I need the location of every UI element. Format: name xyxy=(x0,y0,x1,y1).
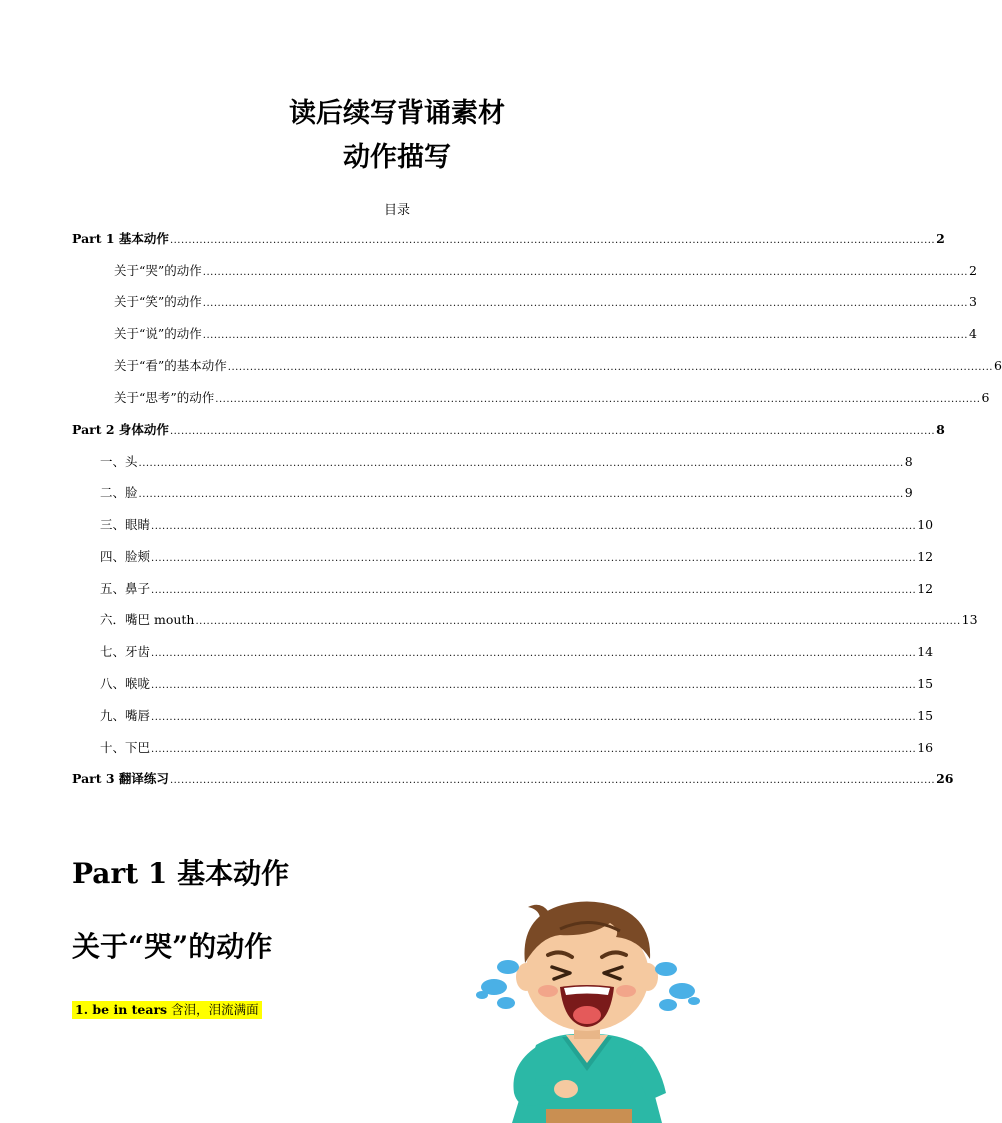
toc-entry-teeth[interactable]: 七、牙齿 ................................................................................................................................................................................................................ 14 xyxy=(100,644,934,659)
toc-entry-page: 16 xyxy=(917,740,934,755)
toc-entry-page: 15 xyxy=(917,676,934,691)
toc-entry-page: 6 xyxy=(981,390,990,405)
toc-entry-look[interactable]: 关于“看”的基本动作 ................................................................................................................................................................................................................ 6 xyxy=(114,358,1002,373)
toc-entry-label: 关于“哭”的动作 xyxy=(114,263,202,278)
toc-entry-page: 26 xyxy=(936,771,954,786)
toc-entry-label: 四、脸颊 xyxy=(100,549,151,564)
toc-entry-page: 15 xyxy=(917,708,934,723)
toc-entry-page: 6 xyxy=(993,358,1002,373)
toc-entry-part2[interactable]: Part 2 身体动作 ................................................................................................................................................................................................................ 8 xyxy=(72,422,945,437)
phrase-chinese: 含泪，泪流满面 xyxy=(167,1002,259,1017)
toc-entry-label: 十、下巴 xyxy=(100,740,151,755)
toc-entry-page: 2 xyxy=(936,231,945,246)
toc-entry-label: 关于“笑”的动作 xyxy=(114,294,202,309)
toc-entry-laugh[interactable]: 关于“笑”的动作 ................................................................................................................................................................................................................ 3 xyxy=(114,294,977,309)
toc-entry-label: 二、脸 xyxy=(100,485,138,500)
toc-entry-eyes[interactable]: 三、眼睛 ................................................................................................................................................................................................................ 10 xyxy=(100,517,934,532)
toc-entry-label: 关于“思考”的动作 xyxy=(114,390,215,405)
toc-entry-head[interactable]: 一、头 ................................................................................................................................................................................................................ 8 xyxy=(100,454,913,469)
toc-entry-page: 10 xyxy=(917,517,934,532)
toc-entry-page: 4 xyxy=(968,326,977,341)
toc-entry-page: 2 xyxy=(968,263,977,278)
toc-entry-mouth[interactable]: 六．嘴巴 mouth ................................................................................................................................................................................................................ 13 xyxy=(100,612,978,627)
toc-entry-page: 9 xyxy=(904,485,913,500)
toc-entry-page: 8 xyxy=(904,454,913,469)
toc-entry-label: 三、眼睛 xyxy=(100,517,151,532)
toc-entry-label: 六．嘴巴 mouth xyxy=(100,612,195,627)
toc-entry-cheeks[interactable]: 四、脸颊 ................................................................................................................................................................................................................ 12 xyxy=(100,549,934,564)
toc-entry-cry[interactable]: 关于“哭”的动作 ................................................................................................................................................................................................................ 2 xyxy=(114,263,977,278)
toc-entry-label: 七、牙齿 xyxy=(100,644,151,659)
toc-entry-label: 一、头 xyxy=(100,454,138,469)
section-heading-cry: 关于“哭”的动作 xyxy=(72,930,273,963)
toc-entry-throat[interactable]: 八、喉咙 ................................................................................................................................................................................................................ 15 xyxy=(100,676,934,691)
toc-entry-part1[interactable]: Part 1 基本动作 ................................................................................................................................................................................................................ 2 xyxy=(72,231,945,246)
section-heading-part1: Part 1 基本动作 xyxy=(72,857,290,890)
toc-entry-label: 八、喉咙 xyxy=(100,676,151,691)
phrase-english: 1. be in tears xyxy=(75,1002,168,1017)
toc-entry-label: 关于“看”的基本动作 xyxy=(114,358,227,373)
toc-entry-label: Part 2 身体动作 xyxy=(72,422,169,437)
toc-entry-page: 12 xyxy=(917,549,934,564)
toc-entry-page: 13 xyxy=(961,612,978,627)
toc-entry-label: 关于“说”的动作 xyxy=(114,326,202,341)
toc-entry-label: 九、嘴唇 xyxy=(100,708,151,723)
toc-entry-part3[interactable]: Part 3 翻译练习 ................................................................................................................................................................................................................ 26 xyxy=(72,771,954,786)
toc-entry-face[interactable]: 二、脸 ................................................................................................................................................................................................................ 9 xyxy=(100,485,913,500)
toc-entry-think[interactable]: 关于“思考”的动作 ................................................................................................................................................................................................................ 6 xyxy=(114,390,990,405)
toc-entry-say[interactable]: 关于“说”的动作 ................................................................................................................................................................................................................ 4 xyxy=(114,326,977,341)
toc-entry-lips[interactable]: 九、嘴唇 ................................................................................................................................................................................................................ 15 xyxy=(100,708,934,723)
toc-entry-page: 14 xyxy=(917,644,934,659)
document-subtitle: 动作描写 xyxy=(343,142,451,173)
crying-boy-illustration xyxy=(470,895,702,1123)
toc-entry-label: 五、鼻子 xyxy=(100,581,151,596)
highlighted-phrase xyxy=(72,1001,262,1019)
document-title: 读后续写背诵素材 xyxy=(289,98,505,129)
toc-entry-page: 3 xyxy=(968,294,977,309)
toc-entry-nose[interactable]: 五、鼻子 ................................................................................................................................................................................................................ 12 xyxy=(100,581,934,596)
toc-entry-page: 8 xyxy=(936,422,945,437)
toc-heading: 目录 xyxy=(383,203,410,218)
toc-entry-page: 12 xyxy=(917,581,934,596)
toc-entry-label: Part 1 基本动作 xyxy=(72,231,169,246)
toc-entry-chin[interactable]: 十、下巴 ................................................................................................................................................................................................................ 16 xyxy=(100,740,934,755)
toc-entry-label: Part 3 翻译练习 xyxy=(72,771,169,786)
